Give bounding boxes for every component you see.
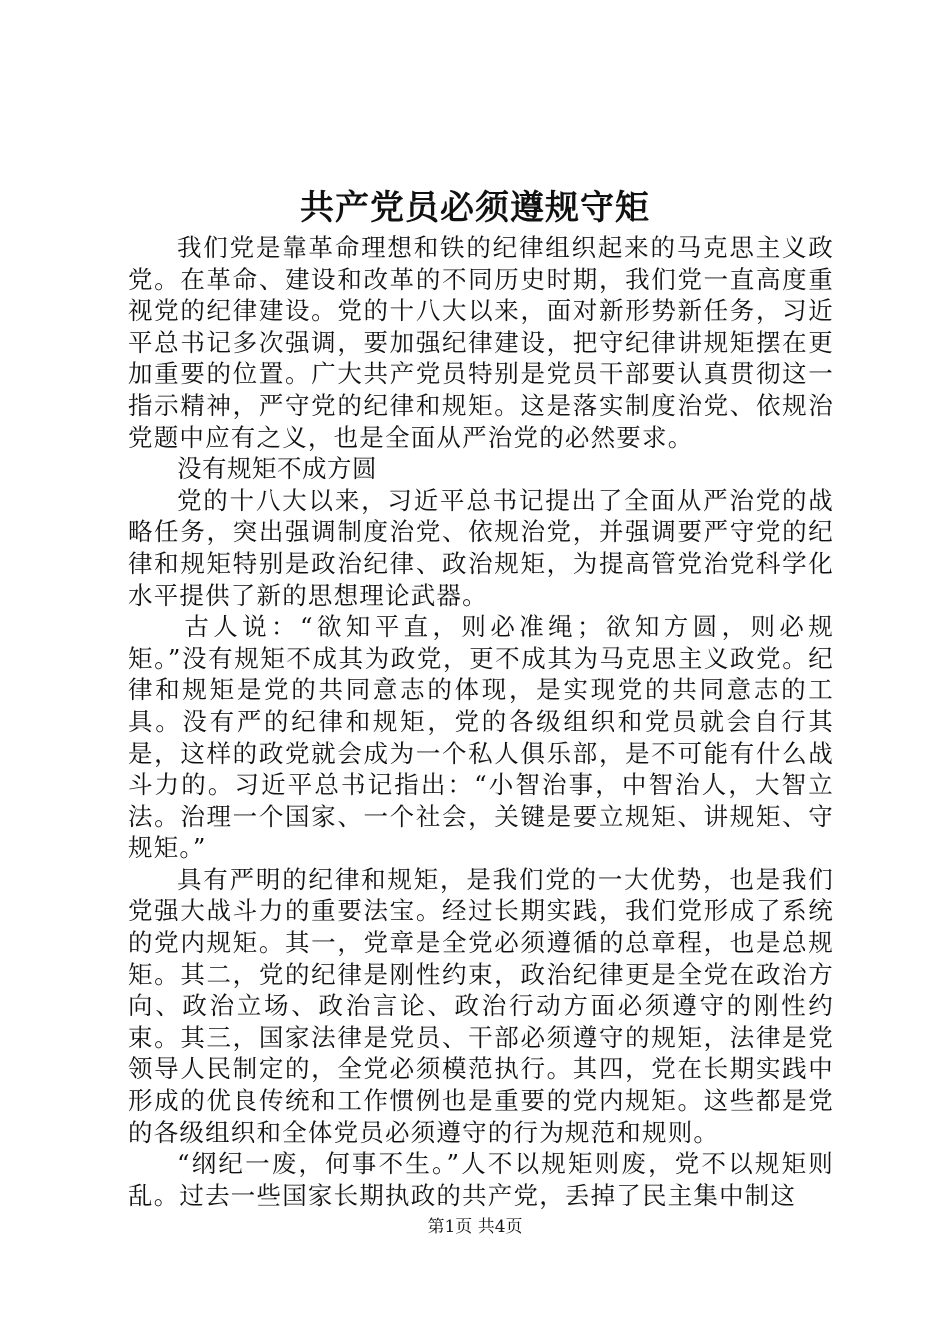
document-title: 共产党员必须遵规守矩 — [300, 188, 650, 228]
paragraph-advantage: 具有严明的纪律和规矩，是我们党的一大优势，也是我们党强大战斗力的重要法宝。经过长期实践，我们党形成了系统的党内规矩。其一，党章是全党必须遵循的总章程，也是总规矩。其二，党的纪律是刚性约束，政治纪律更是全党在政治方向、政治立场、政治言论、政治行动方面必须遵守的刚性约束。其三，国家法律是党员、干部必须遵守的规矩，法律是党领导人民制定的，全党必须模范执行。其四，党在长期实践中形成的优良传统和工作惯例也是重要的党内规矩。这些都是党的各级组织和全体党员必须遵守的行为规范和规则。 — [128, 864, 834, 1147]
paragraph-intro: 我们党是靠革命理想和铁的纪律组织起来的马克思主义政党。在革命、建设和改革的不同历史时期，我们党一直高度重视党的纪律建设。党的十八大以来，面对新形势新任务，习近平总书记多次强调，要加强纪律建设，把守纪律讲规矩摆在更加重要的位置。广大共产党员特别是党员干部要认真贯彻这一指示精神，严守党的纪律和规矩。这是落实制度治党、依规治党题中应有之义，也是全面从严治党的必然要求。 — [128, 233, 834, 452]
paragraph-strategy: 党的十八大以来，习近平总书记提出了全面从严治党的战略任务，突出强调制度治党、依规治党，并强调要严守党的纪律和规矩特别是政治纪律、政治规矩，为提高管党治党科学化水平提供了新的思想理论武器。 — [128, 485, 834, 610]
paragraph-ancient-saying: 古人说：“欲知平直，则必准绳；欲知方圆，则必规矩。”没有规矩不成其为政党，更不成其为马克思主义政党。纪律和规矩是党的共同意志的体现，是实现党的共同意志的工具。没有严的纪律和规矩，党的各级组织和党员就会自行其是，这样的政党就会成为一个私人俱乐部，是不可能有什么战斗力的。习近平总书记指出：“小智治事，中智治人，大智立法。治理一个国家、一个社会，关键是要立规矩、讲规矩、守规矩。” — [128, 612, 834, 863]
paragraph-discipline: “纲纪一废，何事不生。”人不以规矩则废，党不以规矩则乱。过去一些国家长期执政的共产党，丢掉了民主集中制这 — [128, 1149, 834, 1210]
document-body — [128, 232, 834, 1211]
section-heading: 没有规矩不成方圆 — [177, 454, 377, 484]
page-footer: 第1页 共4页 — [427, 1217, 523, 1237]
